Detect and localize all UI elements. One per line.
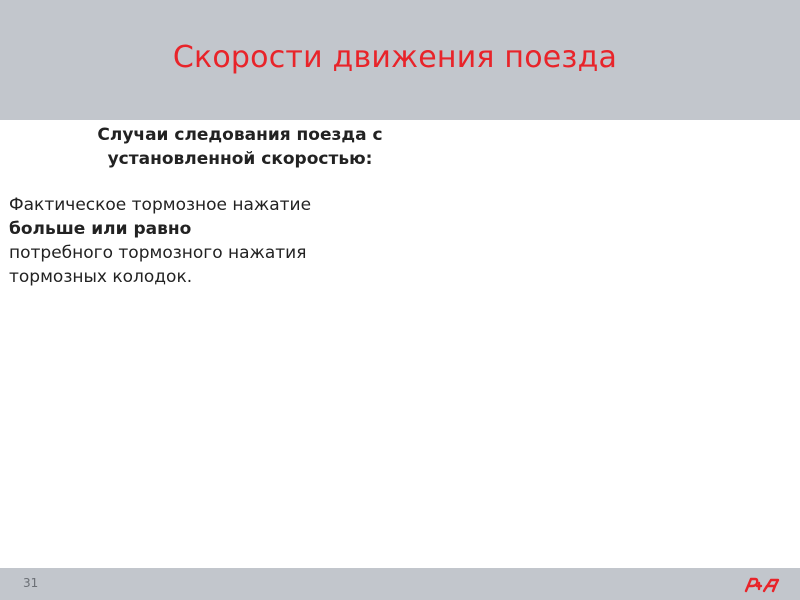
slide-body: [9, 193, 429, 289]
body-line: Фактическое тормозное нажатие: [9, 195, 312, 215]
body-line-emphasis: больше или равно: [9, 219, 192, 239]
slide-title: Скорости движения поезда: [172, 40, 618, 75]
rzd-logo-icon: [742, 574, 782, 594]
subtitle-line: установленной скоростью:: [107, 149, 373, 169]
slide-footer: [0, 568, 800, 600]
page-number: 31: [23, 576, 39, 590]
slide-subtitle: [40, 123, 440, 171]
body-line: тормозных колодок.: [9, 267, 193, 287]
slide-header: [0, 0, 800, 120]
body-line: потребного тормозного нажатия: [9, 243, 307, 263]
subtitle-line: Случаи следования поезда с: [97, 125, 383, 145]
